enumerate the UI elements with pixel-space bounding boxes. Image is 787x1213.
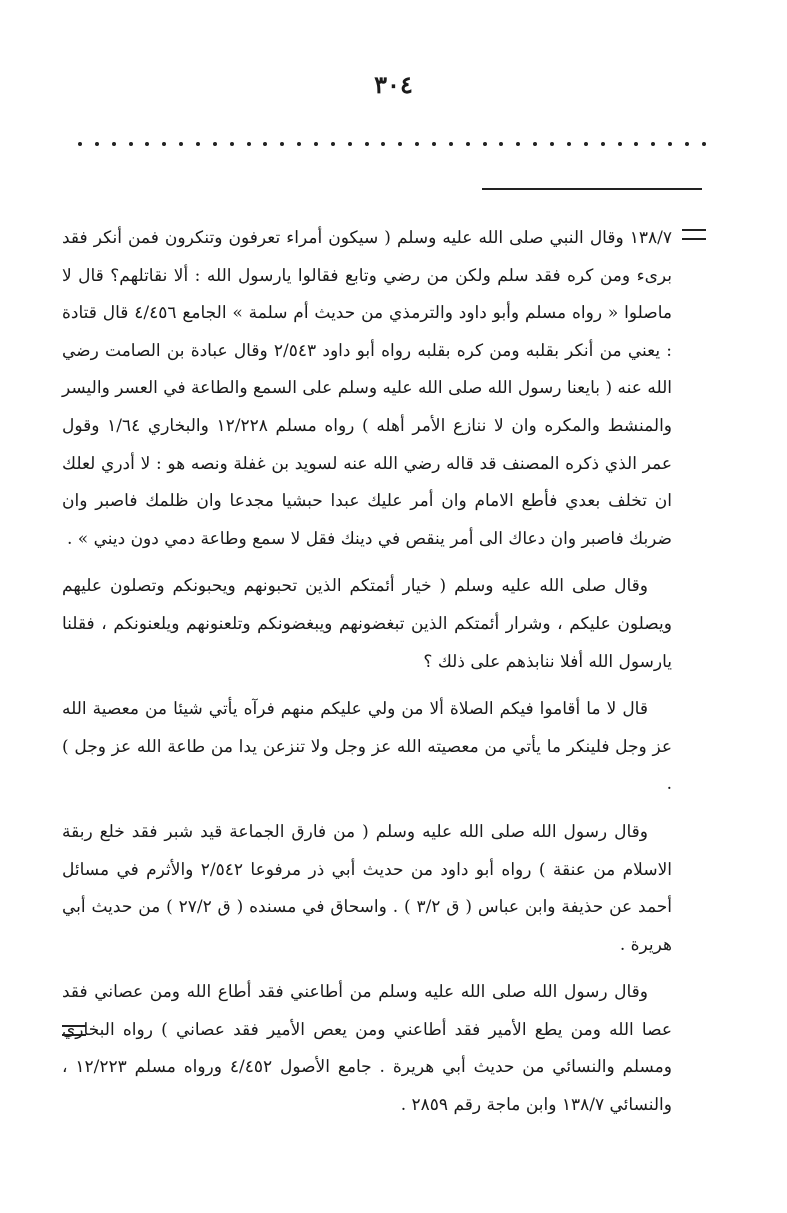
paragraph: وقال رسول الله صلى الله عليه وسلم من أطاعني فقد أطاع الله ومن عصاني فقد عصا الله ومن يطع الأمير فقد أطاعني ومن يعص الأمير فقد عصاني ) رواه البخاري ومسلم والنسائي من حديث أبي هريرة . جامع الأصول ٤/٤٥٢ ورواه مسلم ١٢/٢٢٣ ، والنسائي ١٣٨/٧ وابن ماجة رقم ٢٨٥٩ . bbox=[62, 982, 672, 1116]
paragraph: وقال صلى الله عليه وسلم ( خيار أئمتكم الذين تحبونهم ويحبونكم وتصلون عليهم ويصلون عليكم ، وشرار أئمتكم الذين تبغضونهم ويبغضونكم وتلعنونهم ويلعنونكم ، فقلنا يارسول الله أفلا ننابذهم على ذلك ؟ bbox=[62, 576, 672, 672]
dotted-separator bbox=[78, 132, 706, 156]
paragraph: وقال رسول الله صلى الله عليه وسلم ( من فارق الجماعة قيد شبر فقد خلع ربقة الاسلام من عنقة ) رواه أبو داود من حديث أبي ذر مرفوعا ٢/٥٤٢ والأثرم في مسائل أحمد عن حذيفة وابن عباس ( ق ٣/٢ ) . واسحاق في مسنده ( ق ٢٧/٢ ) من حديث أبي هريرة . bbox=[62, 821, 673, 955]
continuation-marker-top bbox=[682, 229, 706, 240]
footnote-rule bbox=[482, 188, 702, 190]
continuation-marker-bottom bbox=[62, 1025, 86, 1036]
page-number: ٣٠٤ bbox=[374, 70, 413, 99]
footnote-text bbox=[62, 220, 672, 1125]
paragraph: قال لا ما أقاموا فيكم الصلاة ألا من ولي عليكم منهم فرآه يأتي شيئا من معصية الله عز وجل فلينكر ما يأتي من معصيته الله عز وجل ولا تنزعن يدا من طاعة الله عز وجل ) . bbox=[62, 699, 672, 795]
paragraph: ١٣٨/٧ وقال النبي صلى الله عليه وسلم ( سيكون أمراء تعرفون وتنكرون فمن أنكر فقد برىء ومن كره فقد سلم ولكن من رضي وتابع فقالوا يارسول الله : ألا نقاتلهم؟ قال لا ماصلوا « رواه مسلم وأبو داود والترمذي من حديث أم سلمة » الجامع ٤/٤٥٦ قال قتادة : يعني من أنكر بقلبه ومن كره بقلبه رواه أبو داود ٢/٥٤٣ وقال عبادة بن الصامت رضي الله عنه ( بايعنا رسول الله صلى الله عليه وسلم على السمع والطاعة في العسر واليسر والمنشط والمكره وان لا ننازع الأمر أهله ) رواه مسلم ١٢/٢٢٨ والبخاري ١/٦٤ وقول عمر الذي ذكره المصنف قد قاله رضي الله عنه لسويد بن غفلة ونصه هو : لا أدري لعلك ان تخلف بعدي فأطع الامام وان أمر عليك عبدا حبشيا مجدعا وان ظلمك فاصبر وان ضربك فاصبر وان دعاك الى أمر ينقص في دينك فقل لا سمع وطاعة دمي دون ديني » . bbox=[62, 228, 673, 549]
